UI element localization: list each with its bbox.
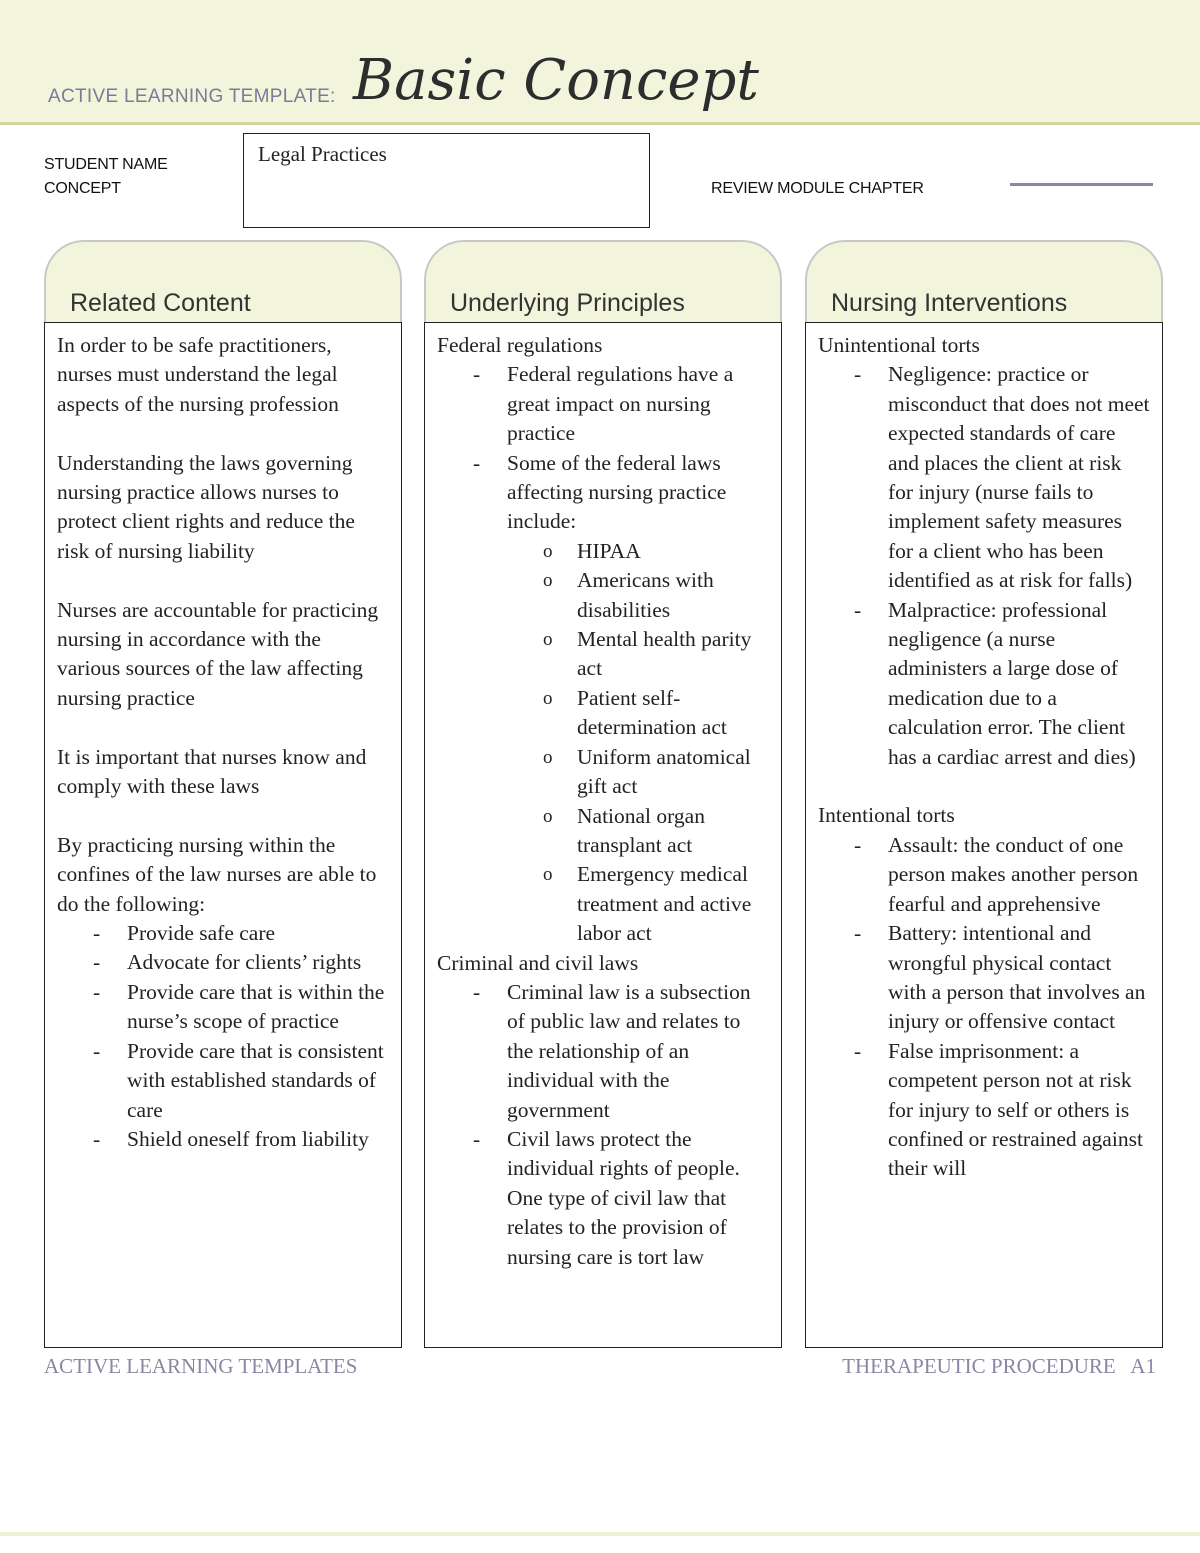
bullet-list xyxy=(437,978,769,1272)
circle-marker: o xyxy=(543,570,553,592)
related-content-title: Related Content xyxy=(70,289,251,317)
list-item: - Federal regulations have a great impact on nursing practice xyxy=(473,362,734,446)
nursing-interventions-body[interactable] xyxy=(805,322,1163,1348)
circle-marker: o xyxy=(543,864,553,886)
template-title: Basic Concept xyxy=(353,48,759,113)
section-heading: Unintentional torts xyxy=(818,333,980,357)
section-heading: Federal regulations xyxy=(437,333,603,357)
related-content-body[interactable] xyxy=(44,322,402,1348)
list-item: - Some of the federal laws affecting nursing practice include: o HIPAA o Americans with disabilities o Mental health parity act o Patient self-determination act o Uniform anatomical gift act o National organ transplant act o Emergency medical treatment and active labor act xyxy=(437,449,769,949)
dash-marker: - xyxy=(93,1038,101,1063)
template-label: ACTIVE LEARNING TEMPLATE: xyxy=(48,86,336,107)
paragraph: It is important that nurses know and comply with these laws xyxy=(57,744,367,799)
sub-list-item: o Patient self-determination act xyxy=(543,685,727,740)
section-heading: Intentional torts xyxy=(818,803,955,828)
list-item: - Civil laws protect the individual rights of people. One type of civil law that relates to the provision of nursing care is tort law xyxy=(473,1126,740,1269)
dash-marker: - xyxy=(93,979,101,1004)
sub-list-item: o Mental health parity act xyxy=(543,627,752,681)
list-item: - False imprisonment: a competent person not at risk for injury to self or others is confined or restrained against their will xyxy=(854,1038,1143,1181)
sub-list-item: o Emergency medical treatment and active labor act xyxy=(543,862,752,946)
list-item: - Provide safe care xyxy=(57,919,389,948)
sub-list-item: o Americans with disabilities xyxy=(543,568,714,622)
paragraph: In order to be safe practitioners, nurses must understand the legal aspects of the nursing profession xyxy=(57,333,339,416)
circle-marker: o xyxy=(543,805,553,827)
list-item: - Malpractice: professional negligence (a nurse administers a large dose of medication due to a calculation error. The client has a cardiac arrest and dies) xyxy=(854,597,1136,769)
circle-marker: o xyxy=(543,687,553,709)
underlying-principles-title: Underlying Principles xyxy=(450,289,685,317)
circle-marker: o xyxy=(543,746,553,768)
paragraph: Nurses are accountable for practicing nursing in accordance with the various sources of the law affecting nursing practice xyxy=(57,597,379,710)
concept-label: CONCEPT xyxy=(44,180,121,197)
nursing-interventions-header xyxy=(805,240,1163,322)
list-item: - Provide care that is consistent with established standards of care xyxy=(93,1038,384,1122)
paragraph: By practicing nursing within the confines of the law nurses are able to do the following: xyxy=(57,832,377,916)
dash-marker: - xyxy=(854,362,862,387)
bullet-list xyxy=(437,360,769,948)
bullet-list xyxy=(57,919,389,1154)
sub-list-item: o HIPAA xyxy=(507,537,769,566)
review-module-field[interactable] xyxy=(1010,183,1153,186)
bottom-divider xyxy=(0,1532,1200,1536)
sub-list-item: o Uniform anatomical gift act xyxy=(543,744,751,799)
list-item: - Negligence: practice or misconduct that does not meet expected standards of care and places the client at risk for injury (nurse fails to implement safety measures for a client who has been identified as at risk for falls) xyxy=(854,362,1150,593)
list-item: - Provide care that is within the nurse’s scope of practice xyxy=(93,979,385,1034)
sub-list xyxy=(507,537,769,949)
dash-marker: - xyxy=(854,832,862,857)
review-module-label: REVIEW MODULE CHAPTER xyxy=(711,180,924,197)
list-item: - Battery: intentional and wrongful physical contact with a person that involves an injury or offensive contact xyxy=(854,921,1146,1034)
dash-marker: - xyxy=(93,921,101,946)
underlying-principles-column xyxy=(424,240,782,1348)
dash-marker: - xyxy=(854,921,862,946)
underlying-principles-body[interactable] xyxy=(424,322,782,1348)
dash-marker: - xyxy=(93,950,101,975)
bullet-list xyxy=(818,831,1150,1184)
list-item: - Assault: the conduct of one person makes another person fearful and apprehensive xyxy=(854,832,1139,916)
footer-right: THERAPEUTIC PROCEDURE A1 xyxy=(842,1354,1156,1378)
circle-marker: o xyxy=(543,540,553,562)
dash-marker: - xyxy=(93,1126,101,1151)
dash-marker: - xyxy=(854,597,862,622)
related-content-column xyxy=(44,240,402,1348)
concept-field[interactable]: Legal Practices xyxy=(243,133,650,228)
list-item: - Advocate for clients’ rights xyxy=(57,948,389,977)
dash-marker: - xyxy=(473,450,481,475)
paragraph: Understanding the laws governing nursing practice allows nurses to protect client rights and reduce the risk of nursing liability xyxy=(57,450,355,563)
nursing-interventions-title: Nursing Interventions xyxy=(831,289,1068,317)
sub-list-item: o National organ transplant act xyxy=(543,803,705,857)
nursing-interventions-column xyxy=(805,240,1163,1348)
bullet-list xyxy=(818,360,1150,772)
list-item: - Shield oneself from liability xyxy=(57,1125,389,1154)
dash-marker: - xyxy=(473,1126,481,1151)
dash-marker: - xyxy=(473,362,481,387)
section-heading: Criminal and civil laws xyxy=(437,950,639,975)
dash-marker: - xyxy=(854,1038,862,1063)
dash-marker: - xyxy=(473,979,481,1004)
underlying-principles-header xyxy=(424,240,782,322)
related-content-header xyxy=(44,240,402,322)
footer-left: ACTIVE LEARNING TEMPLATES xyxy=(44,1354,358,1378)
circle-marker: o xyxy=(543,629,553,651)
list-item: - Criminal law is a subsection of public law and relates to the relationship of an individual with the government xyxy=(473,979,751,1122)
student-name-label: STUDENT NAME xyxy=(44,156,168,173)
